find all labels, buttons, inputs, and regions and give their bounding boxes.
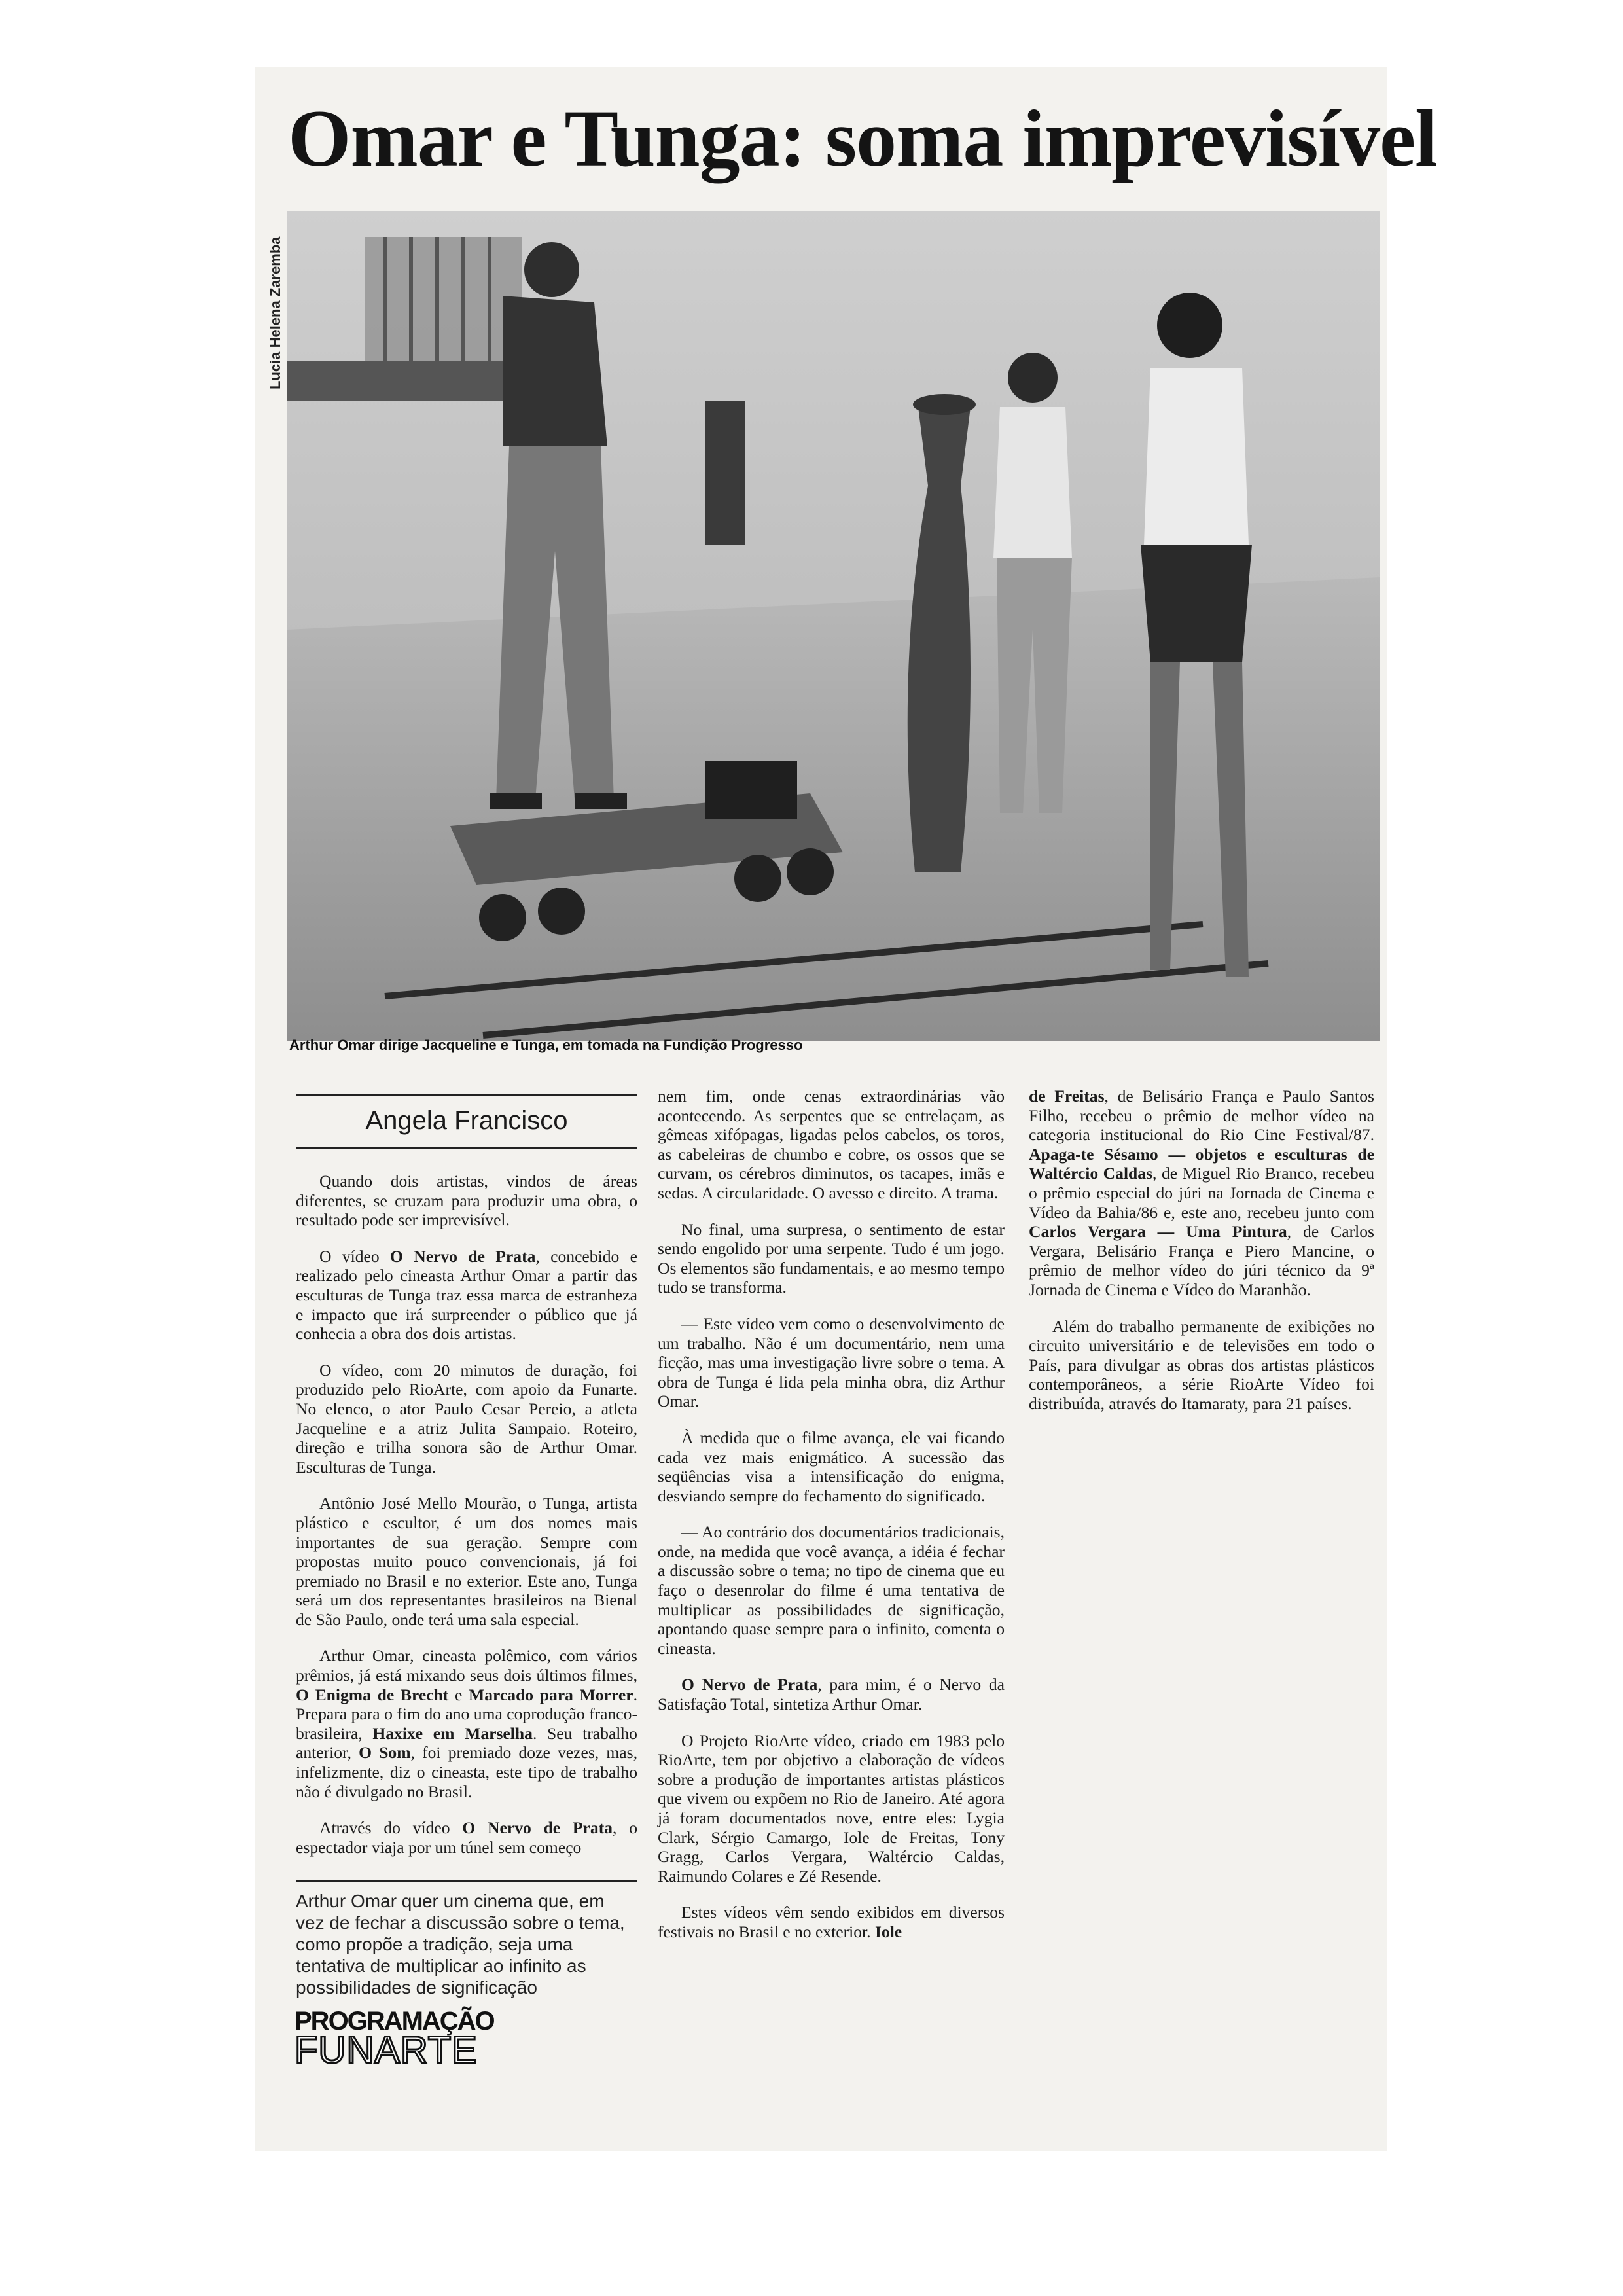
photo-credit: Lucia Helena Zaremba	[267, 236, 283, 389]
paragraph: — Este vídeo vem como o desenvolvimento de um trabalho. Não é um documentário, nem uma ficção, mas uma investigação livre sobre o tema. A obra de Tunga é lida pela minha obra, diz Arthur Omar.	[658, 1314, 1005, 1411]
article-column-2	[658, 1086, 1005, 1959]
doorway	[705, 401, 745, 545]
pull-quote: Arthur Omar quer um cinema que, em vez de fechar a discussão sobre o tema, como propõe a tradição, seja uma tentativa de multiplicar ao infinito as possibilidades de significação	[296, 1891, 625, 1998]
film-title: Marcado para Morrer	[469, 1685, 633, 1704]
paragraph: O vídeo, com 20 minutos de duração, foi produzido pelo RioArte, com apoio da Funarte. No elenco, o ator Paulo Cesar Pereio, a atleta Jacqueline e a atriz Julita Sampaio. Roteiro, direção e trilha sonora são de Arthur Omar. Esculturas de Tunga.	[296, 1360, 637, 1477]
film-title: O Enigma de Brecht	[296, 1685, 449, 1704]
headline: Omar e Tunga: soma imprevisível	[288, 94, 1437, 183]
box-sculpture	[705, 761, 797, 819]
photo-caption: Arthur Omar dirige Jacqueline e Tunga, em tomada na Fundição Progresso	[289, 1037, 803, 1053]
paragraph: O Nervo de Prata, para mim, é o Nervo da Satisfação Total, sintetiza Arthur Omar.	[658, 1675, 1005, 1714]
film-title: Haxixe em Marselha	[372, 1723, 533, 1743]
paragraph: de Freitas, de Belisário França e Paulo Santos Filho, recebeu o prêmio de melhor vídeo na categoria institucional do Rio Cine Festival/87. Apaga-te Sésamo — objetos e esculturas de Waltércio Caldas, de Miguel Rio Branco, recebeu o prêmio especial do júri na Jornada de Cinema e Vídeo da Bahia/86 e, este ano, recebeu junto com Carlos Vergara — Uma Pintura, de Carlos Vergara, Belisário França e Piero Mancine, o prêmio de melhor vídeo do júri técnico da 9ª Jornada de Cinema e Vídeo do Maranhão.	[1029, 1086, 1374, 1299]
paragraph: Estes vídeos vêm sendo exibidos em diversos festivais no Brasil e no exterior. Iole	[658, 1903, 1005, 1941]
byline: Angela Francisco	[365, 1106, 568, 1135]
film-title: O Som	[359, 1743, 411, 1763]
paragraph: — Ao contrário dos documentários tradicionais, onde, na medida que você avança, a idéia é fechar a discussão sobre o tema; no tipo de cinema que eu faço o desenrolar do filme é uma tentativa de multiplicar as possibilidades de significação, apontando quase sempre para o infinito, comenta o cineasta.	[658, 1522, 1005, 1658]
paragraph: Quando dois artistas, vindos de áreas diferentes, se cruzam para produzir uma obra, o resultado pode ser imprevisível.	[296, 1172, 637, 1230]
film-title: de Freitas	[1029, 1086, 1105, 1105]
programacao-logo: PROGRAMAÇÃO	[294, 2007, 494, 2036]
paragraph: Através do vídeo O Nervo de Prata, o espectador viaja por um túnel sem começo	[296, 1818, 638, 1857]
sculpture-top	[913, 394, 976, 415]
pullquote-rule	[296, 1880, 637, 1882]
paragraph: Antônio José Mello Mourão, o Tunga, artista plástico e escultor, é um dos nomes mais importantes de sua geração. Sempre com propostas muito pouco convencionais, já foi premiado no Brasil e no exterior. Este ano, Tunga será um dos representantes brasileiros na Bienal de São Paulo, onde terá uma sala especial.	[296, 1494, 637, 1629]
paragraph: O vídeo O Nervo de Prata, concebido e realizado pelo cineasta Arthur Omar a partir das esculturas de Tunga traz essa marca de estranheza e impacto que irá surpreender o público que já conhecia a obra dos dois artistas.	[296, 1246, 637, 1344]
film-title: Apaga-te Sésamo — objetos e esculturas de Waltércio Caldas	[1029, 1144, 1374, 1183]
paragraph: O Projeto RioArte vídeo, criado em 1983 pelo RioArte, tem por objetivo a elaboração de vídeos sobre a produção de importantes artistas plásticos que vivem ou expõem no Rio de Janeiro. Até agora já foram documentados nove, entre eles: Lygia Clark, Sérgio Camargo, Iole de Freitas, Tony Gragg, Carlos Vergara, Waltércio Caldas, Raimundo Colares e Zé Resende.	[658, 1731, 1005, 1886]
film-title: O Nervo de Prata	[462, 1818, 613, 1838]
photo-scene	[287, 211, 1380, 1041]
paragraph: À medida que o filme avança, ele vai ficando cada vez mais enigmático. A sucessão das seqüências visa a intensificação do enigma, desviando sempre do fechamento do significado.	[658, 1427, 1005, 1505]
film-title: Iole	[874, 1922, 902, 1941]
byline-bottom-rule	[296, 1147, 637, 1149]
paragraph: Arthur Omar, cineasta polêmico, com vários prêmios, já está mixando seus dois últimos filmes, O Enigma de Brecht e Marcado para Morrer. Prepara para o fim do ano uma coprodução franco-brasileira, Haxixe em Marselha. Seu trabalho anterior, O Som, foi premiado doze vezes, mas, infelizmente, diz o cineasta, este tipo de trabalho não é divulgado no Brasil.	[296, 1646, 637, 1801]
paragraph: No final, uma surpresa, o sentimento de estar sendo engolido por uma serpente. Tudo é um jogo. Os elementos são fundamentais, e ao mesmo tempo tudo se transforma.	[658, 1219, 1005, 1297]
funarte-logo: FUNARTE	[294, 2029, 478, 2072]
film-title: O Nervo de Prata	[681, 1675, 818, 1695]
article-column-1	[296, 1172, 637, 1874]
article-column-3	[1029, 1086, 1374, 1431]
byline-top-rule	[296, 1094, 637, 1096]
film-title: O Nervo de Prata	[390, 1246, 536, 1266]
paragraph: Além do trabalho permanente de exibições no circuito universitário e de televisões em todo o País, para divulgar as obras dos artistas plásticos contemporâneos, a série RioArte Vídeo foi distribuída, através do Itamaraty, para 21 países.	[1029, 1316, 1374, 1413]
paragraph: nem fim, onde cenas extraordinárias vão acontecendo. As serpentes que se entrelaçam, as gêmeas xifópagas, ligadas pelos cabelos, os toros, as cabeleiras de chumbo e cobre, os ossos que se curvam, os cérebros diminutos, os tacapes, imãs e sedas. A circularidade. O avesso e direito. A trama.	[658, 1086, 1005, 1202]
window-frame	[365, 237, 522, 368]
article-photo	[287, 211, 1380, 1041]
film-title: Carlos Vergara — Uma Pintura	[1029, 1222, 1287, 1242]
